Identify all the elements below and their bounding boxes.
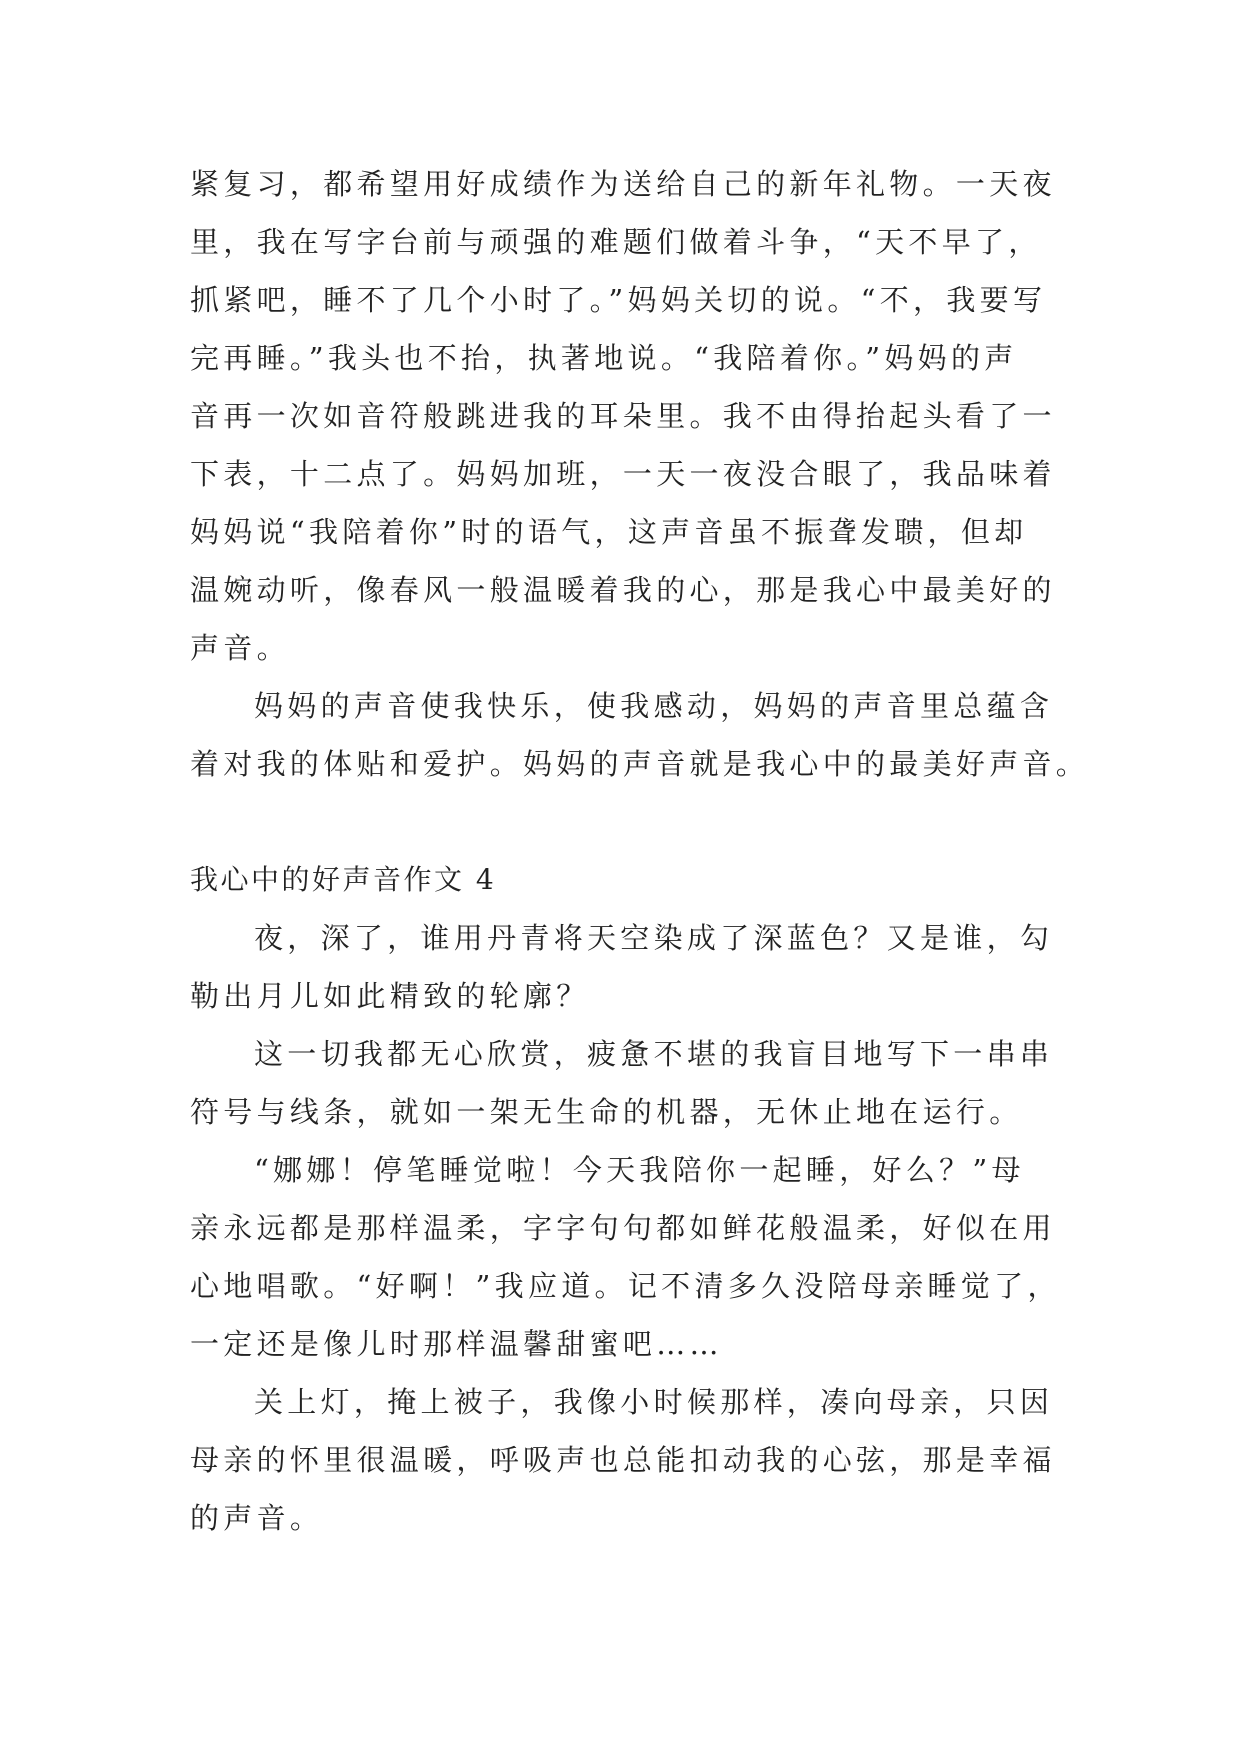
text-line: “娜娜！停笔睡觉啦！今天我陪你一起睡，好么？”母 [254, 1153, 1025, 1187]
section-title: 我心中的好声音作文 4 [190, 863, 497, 896]
paragraph [190, 1141, 1070, 1373]
text-line: 抓紧吧，睡不了几个小时了。”妈妈关切的说。“不，我要写 [190, 283, 1047, 317]
paragraph [190, 1025, 1070, 1141]
paragraph [190, 155, 1070, 677]
text-line: 的声音。 [190, 1501, 324, 1535]
text-line: 亲永远都是那样温柔，字字句句都如鲜花般温柔，好似在用 [190, 1211, 1056, 1245]
text-line: 紧复习，都希望用好成绩作为送给自己的新年礼物。一天夜 [190, 167, 1056, 201]
text-line: 这一切我都无心欣赏，疲惫不堪的我盲目地写下一串串 [254, 1037, 1054, 1071]
paragraph [190, 1373, 1070, 1547]
paragraph [190, 909, 1070, 1025]
document-body [190, 155, 1090, 1547]
text-line: 妈妈说“我陪着你”时的语气，这声音虽不振聋发聩，但却 [190, 515, 1028, 549]
text-line: 音再一次如音符般跳进我的耳朵里。我不由得抬起头看了一 [190, 399, 1056, 433]
paragraph-gap [190, 793, 1070, 851]
text-line: 完再睡。”我头也不抬，执著地说。“我陪着你。”妈妈的声 [190, 341, 1018, 375]
text-line: 声音。 [190, 631, 290, 665]
text-line: 夜，深了，谁用丹青将天空染成了深蓝色？又是谁，勾 [254, 921, 1054, 955]
paragraph [190, 677, 1090, 793]
text-line: 心地唱歌。“好啊！”我应道。记不清多久没陪母亲睡觉了， [190, 1269, 1061, 1303]
text-line: 母亲的怀里很温暖，呼吸声也总能扣动我的心弦，那是幸福 [190, 1443, 1056, 1477]
text-line: 里，我在写字台前与顽强的难题们做着斗争，“天不早了， [190, 225, 1042, 259]
text-line: 妈妈的声音使我快乐，使我感动，妈妈的声音里总蕴含 [254, 689, 1054, 723]
text-line: 一定还是像儿时那样温馨甜蜜吧…… [190, 1327, 723, 1361]
text-line: 关上灯，掩上被子，我像小时候那样，凑向母亲，只因 [254, 1385, 1054, 1419]
text-line: 温婉动听，像春风一般温暖着我的心，那是我心中最美好的 [190, 573, 1056, 607]
text-line: 下表，十二点了。妈妈加班，一天一夜没合眼了，我品味着 [190, 457, 1056, 491]
text-line: 符号与线条，就如一架无生命的机器，无休止地在运行。 [190, 1095, 1023, 1129]
text-line: 着对我的体贴和爱护。妈妈的声音就是我心中的最美好声音。 [190, 747, 1090, 781]
text-line: 勒出月儿如此精致的轮廓？ [190, 979, 590, 1013]
